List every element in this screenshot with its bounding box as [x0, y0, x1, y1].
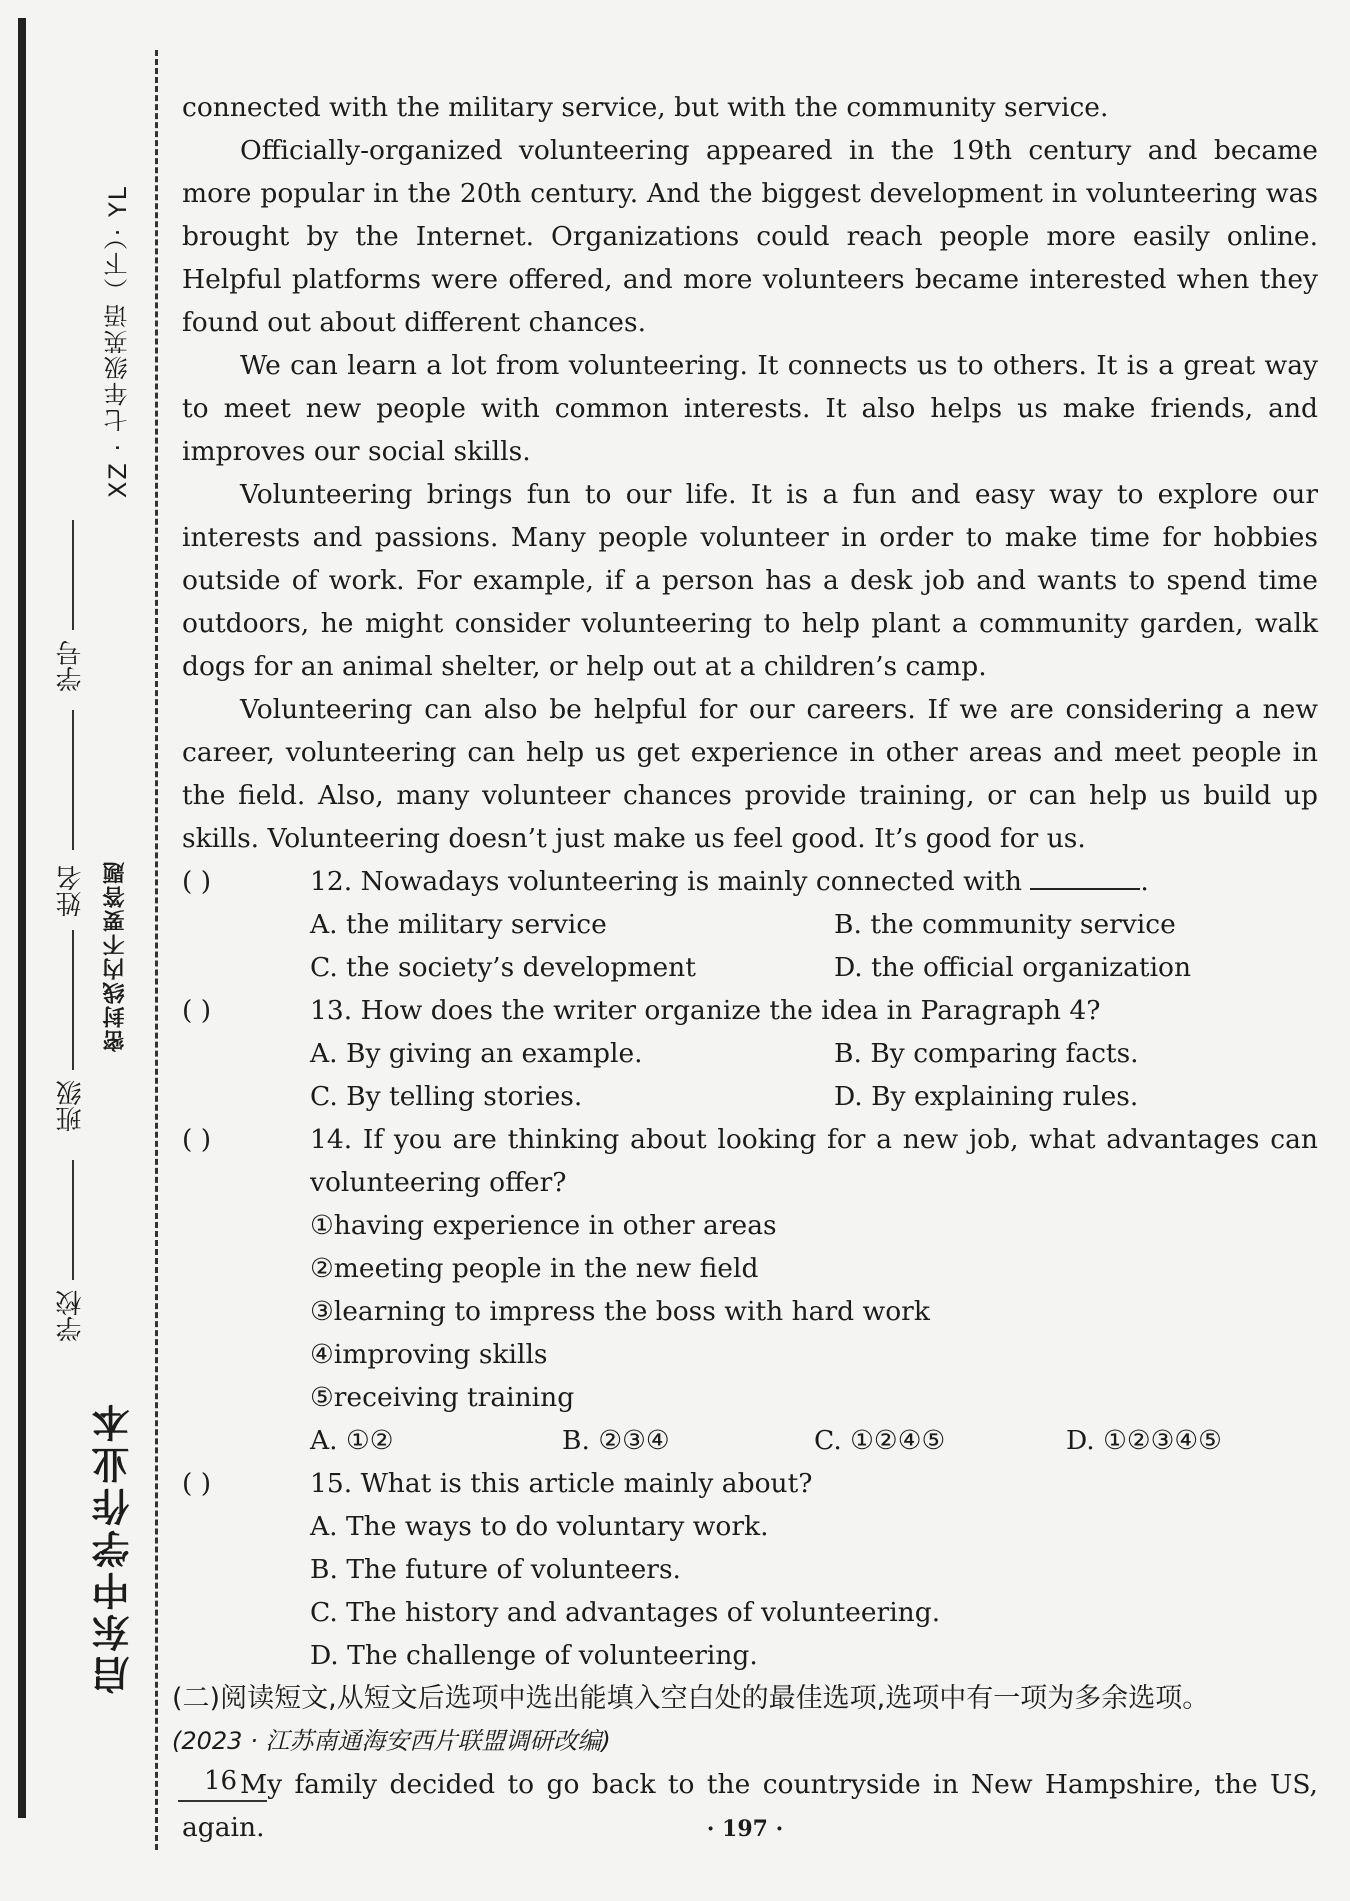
option-d: D. The challenge of volunteering. [310, 1640, 758, 1671]
class-blank[interactable] [72, 930, 74, 1070]
question-15 [182, 1462, 1318, 1677]
question-12 [182, 860, 1318, 989]
option-b: B. By comparing facts. [834, 1038, 1139, 1069]
student-info-fields [52, 520, 98, 1360]
question-stem: 15. What is this article mainly about? [310, 1468, 813, 1499]
fill-blank [1030, 868, 1140, 890]
list-item: ①having experience in other areas [310, 1210, 777, 1241]
answer-blank[interactable]: ( ) [182, 1124, 212, 1155]
seal-dash-line [155, 50, 158, 1850]
list-item: ⑤receiving training [310, 1382, 575, 1413]
list-item: ③learning to impress the boss with hard work [310, 1296, 930, 1327]
question-stem: 13. How does the writer organize the idea in Paragraph 4? [310, 995, 1101, 1026]
book-page-number: · 197 · [706, 1816, 784, 1842]
question-end-mark: . [1140, 866, 1149, 897]
option-a: A. By giving an example. [310, 1038, 643, 1069]
question-stem: 12. Nowadays volunteering is mainly connected with [310, 866, 1022, 897]
unit-page-number: 16 [178, 1766, 267, 1802]
article-paragraph: Volunteering brings fun to our life. It is a fun and easy way to explore our interests and passions. Many people volunteer in order to make time for hobbies outside of work. For example, if a person has a desk job and wants to spend time outdoors, he might consider volunteering to help plant a community garden, walk dogs for an animal shelter, or help out at a children’s camp. [182, 479, 1318, 682]
article-paragraph: Officially-organized volunteering appeared in the 19th century and became more popular in the 20th century. And the biggest development in volunteering was brought by the Internet. Organizations could reach people more easily online. Helpful platforms were offered, and more volunteers became interested when they found out about different chances. [182, 135, 1318, 338]
class-label: 班级 [56, 1080, 86, 1132]
name-label: 姓名 [56, 865, 86, 917]
school-label: 学校 [56, 1290, 86, 1342]
option-d: D. the official organization [834, 952, 1192, 983]
option-b: B. The future of volunteers. [310, 1554, 681, 1585]
option-a: A. The ways to do voluntary work. [310, 1511, 769, 1542]
school-blank[interactable] [72, 1160, 74, 1280]
option-a: A. ①② [310, 1425, 394, 1456]
answer-blank[interactable]: ( ) [182, 1468, 212, 1499]
section-source: (2023 · 江苏南通海安西片联盟调研改编) [172, 1727, 611, 1755]
option-a: A. the military service [310, 909, 607, 940]
question-14 [182, 1118, 1318, 1462]
option-d: D. ①②③④⑤ [1066, 1425, 1222, 1456]
answer-blank[interactable]: ( ) [182, 866, 212, 897]
main-content [172, 86, 1318, 1849]
answer-blank[interactable]: ( ) [182, 995, 212, 1026]
list-item: ④improving skills [310, 1339, 548, 1370]
article-paragraph: We can learn a lot from volunteering. It connects us to others. It is a great way to meet new people with common interests. It also helps us make friends, and improves our social skills. [182, 350, 1318, 467]
seal-notice: 密封线内不要答题 [100, 860, 131, 1052]
option-b: B. the community service [834, 909, 1176, 940]
option-c: C. ①②④⑤ [814, 1425, 946, 1456]
name-blank[interactable] [72, 710, 74, 850]
series-title: 启东中学作业本 [92, 1400, 136, 1694]
option-c: C. The history and advantages of volunteering. [310, 1597, 941, 1628]
section2-first-line: My family decided to go back to the countryside in New Hampshire, the US, again. [182, 1769, 1318, 1843]
option-d: D. By explaining rules. [834, 1081, 1139, 1112]
option-c: C. the society’s development [310, 952, 696, 983]
student-id-label: 学号 [56, 640, 86, 692]
book-title: XZ · 七年级英语（下）· YL [104, 185, 132, 499]
list-item: ②meeting people in the new field [310, 1253, 759, 1284]
section-heading: (二)阅读短文,从短文后选项中选出能填入空白处的最佳选项,选项中有一项为多余选项。 [172, 1683, 1210, 1714]
article-paragraph: connected with the military service, but with the community service. [182, 92, 1109, 123]
option-b: B. ②③④ [562, 1425, 670, 1456]
question-13 [182, 989, 1318, 1118]
student-id-blank[interactable] [72, 520, 74, 630]
binding-rule [18, 18, 26, 1818]
option-c: C. By telling stories. [310, 1081, 583, 1112]
question-stem: 14. If you are thinking about looking for a new job, what advantages can volunteering offer? [310, 1124, 1318, 1198]
article-paragraph: Volunteering can also be helpful for our careers. If we are considering a new career, volunteering can help us get experience in other areas and meet people in the field. Also, many volunteer chances provide training, or can help us build up skills. Volunteering doesn’t just make us feel good. It’s good for us. [182, 694, 1318, 854]
